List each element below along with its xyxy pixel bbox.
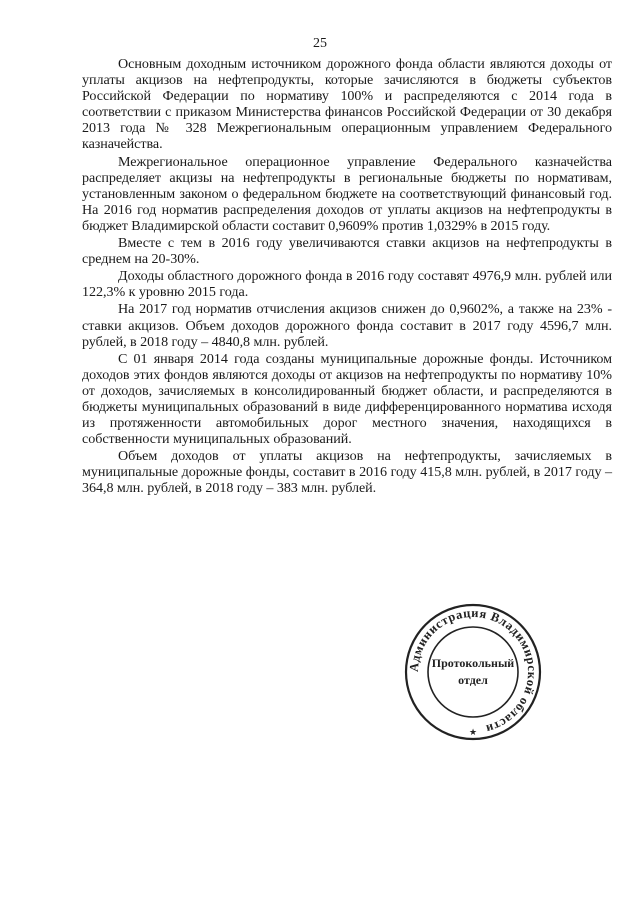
official-stamp bbox=[402, 601, 544, 743]
document-body bbox=[82, 56, 612, 498]
stamp-ring-text: Администрация Владимирской области bbox=[406, 605, 540, 737]
paragraph-fund-income-2016: Доходы областного дорожного фонда в 2016 году составят 4976,9 млн. рублей или 122,3% к уровню 2015 года. bbox=[82, 268, 612, 301]
paragraph-municipal-funds: С 01 января 2014 года созданы муниципальные дорожные фонды. Источником доходов этих фондов являются доходы от акцизов на нефтепродукты по нормативу 10% от доходов, зачисляемых в консолидированный бюджет области, и распределяются в бюджеты муниципальных образований в виде дифференцированного норматива исходя из протяженности автомобильных дорог местного значения, находящихся в собственности муниципальных образований. bbox=[82, 350, 612, 448]
stamp-outer-ring bbox=[406, 605, 540, 739]
stamp-star-icon: ★ bbox=[468, 728, 478, 738]
stamp-center-line2: отдел bbox=[458, 673, 488, 687]
page-number: 25 bbox=[313, 36, 327, 51]
paragraph-excise-rate-increase: Вместе с тем в 2016 году увеличиваются ставки акцизов на нефтепродукты в среднем на 20-30%. bbox=[82, 235, 612, 268]
stamp-inner-ring bbox=[428, 627, 518, 717]
stamp-center-line1: Протокольный bbox=[431, 656, 515, 670]
paragraph-excise-main-source: Основным доходным источником дорожного фонда области являются доходы от уплаты акцизов на нефтепродукты, которые зачисляются в бюджеты субъектов Российской Федерации по нормативу 100% и распределяются с 2014 года в соответствии с приказом Министерства финансов Российской Федерации от 30 декабря 2013 года № 328 Межрегиональным операционным управлением Федерального казначейства. bbox=[82, 56, 612, 153]
paragraph-forecast-2017-2018: На 2017 год норматив отчисления акцизов снижен до 0,9602%, а также на 23% - ставки акцизов. Объем доходов дорожного фонда составит в 2017 году 4596,7 млн. рублей, в 2018 году – 4840,8 млн. рублей. bbox=[82, 301, 612, 350]
paragraph-treasury-distribution: Межрегиональное операционное управление Федерального казначейства распределяет акцизы на нефтепродукты в региональные бюджеты по нормативам, установленным законом о федеральном бюджете на соответствующий финансовый год. На 2016 год норматив распределения доходов от уплаты акцизов на нефтепродукты в бюджет Владимирской области составит 0,9609% против 1,0329% в 2015 году. bbox=[82, 153, 612, 234]
paragraph-municipal-volumes: Объем доходов от уплаты акцизов на нефтепродукты, зачисляемых в муниципальные дорожные фонды, составит в 2016 году 415,8 млн. рублей, в 2017 году – 364,8 млн. рублей, в 2018 году – 383 млн. рублей. bbox=[82, 448, 612, 497]
